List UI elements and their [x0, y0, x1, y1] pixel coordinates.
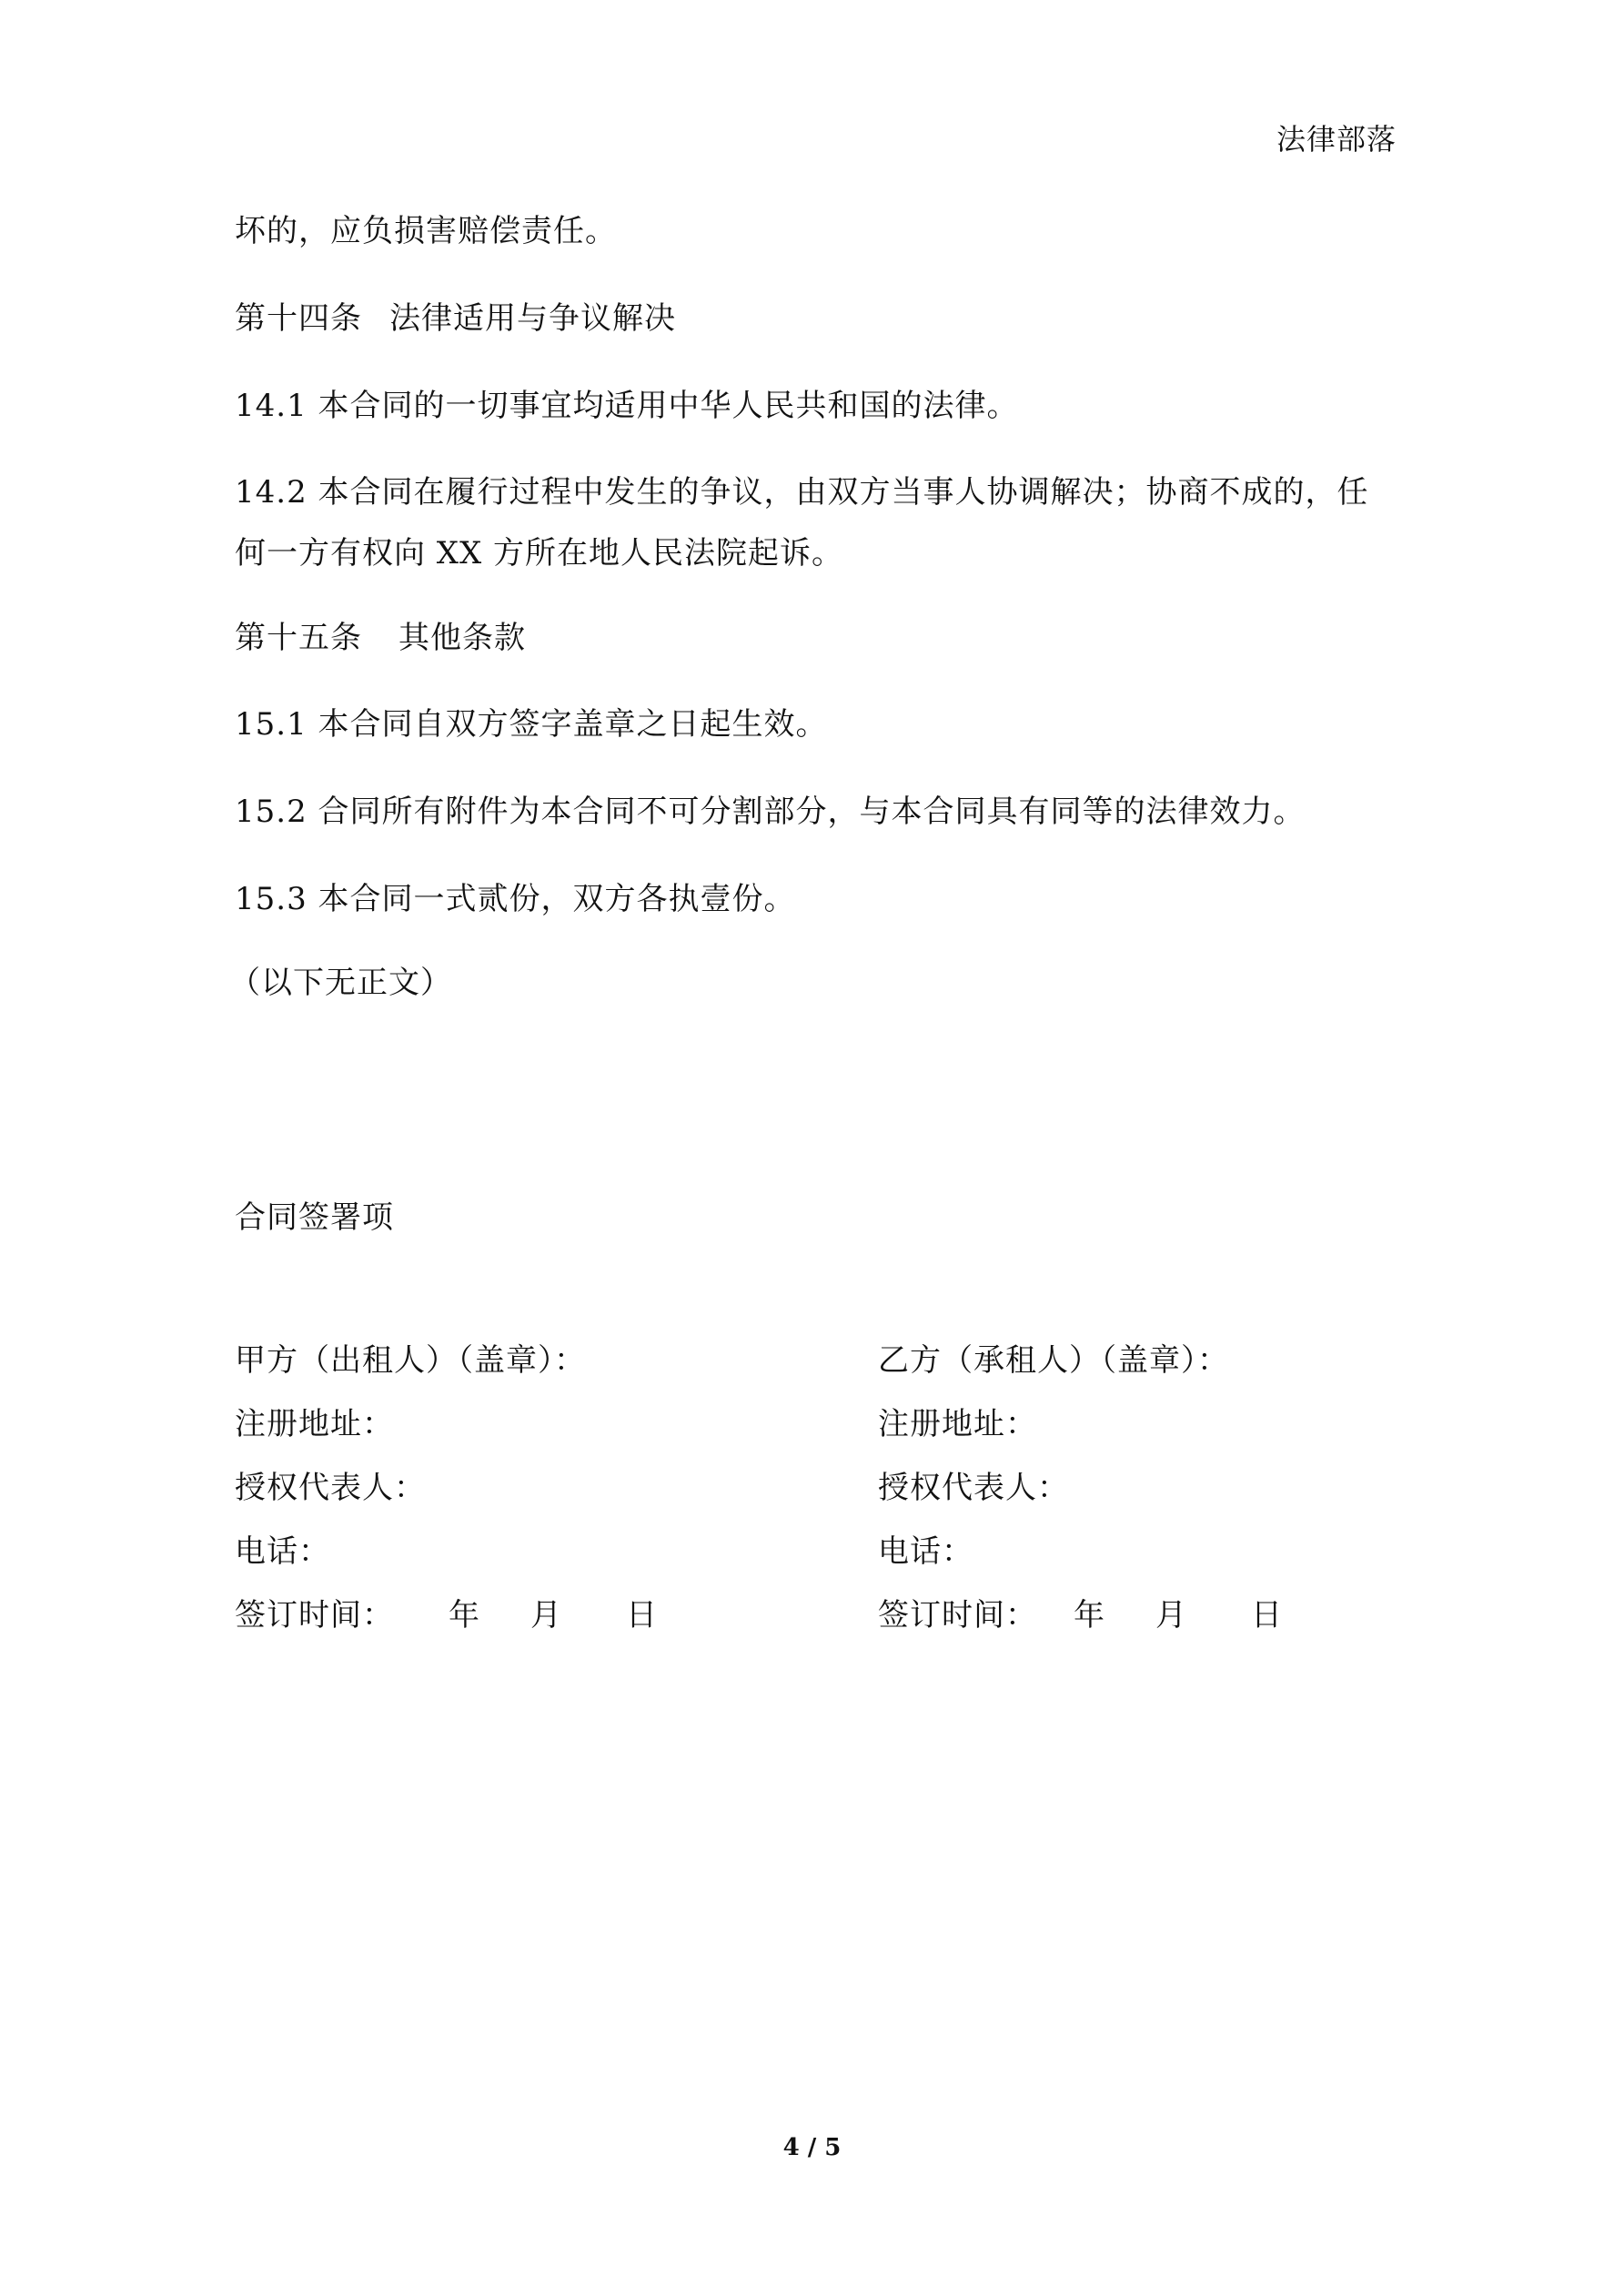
- page-number: 4 / 5: [782, 2134, 842, 2161]
- continuation-text: 坏的，应负损害赔偿责任。: [235, 213, 617, 249]
- party-a-title: 甲方（出租人）（盖章）：: [235, 1342, 586, 1379]
- article-14-title: 法律适用与争议解决: [389, 300, 676, 337]
- clause-14-2-line-1: 14.2 本合同在履行过程中发生的争议，由双方当事人协调解决；协商不成的，任: [235, 474, 1369, 511]
- clause-15-3: 15.3 本合同一式贰份，双方各执壹份。: [235, 881, 796, 917]
- signature-heading: 合同签署项: [235, 1199, 394, 1236]
- clause-15-2: 15.2 合同所有附件为本合同不可分割部分，与本合同具有同等的法律效力。: [235, 794, 1306, 830]
- end-note: （以下无正文）: [229, 965, 452, 1001]
- party-b-year: 年: [1074, 1597, 1105, 1633]
- party-a-month: 月: [530, 1597, 562, 1633]
- party-b-phone: 电话：: [878, 1533, 973, 1570]
- party-a-phone: 电话：: [235, 1533, 330, 1570]
- article-15-heading: [235, 612, 526, 657]
- article-15-title: 其他条款: [398, 620, 526, 656]
- party-b-date: [878, 1583, 1283, 1647]
- article-14-number: 第十四条: [235, 300, 362, 337]
- clause-14-1: 14.1 本合同的一切事宜均适用中华人民共和国的法律。: [235, 388, 1019, 424]
- party-a-date: [235, 1583, 658, 1647]
- party-a-date-label: 签订时间：: [235, 1597, 394, 1633]
- article-15-number: 第十五条: [235, 620, 362, 656]
- party-a-day: 日: [626, 1597, 658, 1633]
- party-a-representative: 授权代表人：: [235, 1470, 426, 1506]
- party-b-month: 月: [1155, 1597, 1187, 1633]
- clause-14-2-line-2: 何一方有权向 XX 方所在地人民法院起诉。: [235, 535, 844, 571]
- clause-15-1: 15.1 本合同自双方签字盖章之日起生效。: [235, 706, 828, 743]
- party-b-address: 注册地址：: [878, 1406, 1037, 1442]
- party-b-title: 乙方（承租人）（盖章）：: [878, 1342, 1229, 1379]
- party-b-signature-block: [878, 1329, 1283, 1647]
- party-a-signature-block: [235, 1329, 658, 1647]
- header-brand: 法律部落: [1276, 122, 1397, 157]
- party-a-year: 年: [449, 1597, 480, 1633]
- party-b-representative: 授权代表人：: [878, 1470, 1069, 1506]
- party-b-day: 日: [1251, 1597, 1283, 1633]
- party-b-date-label: 签订时间：: [878, 1597, 1037, 1633]
- party-a-address: 注册地址：: [235, 1406, 394, 1442]
- article-14-heading: [235, 293, 676, 338]
